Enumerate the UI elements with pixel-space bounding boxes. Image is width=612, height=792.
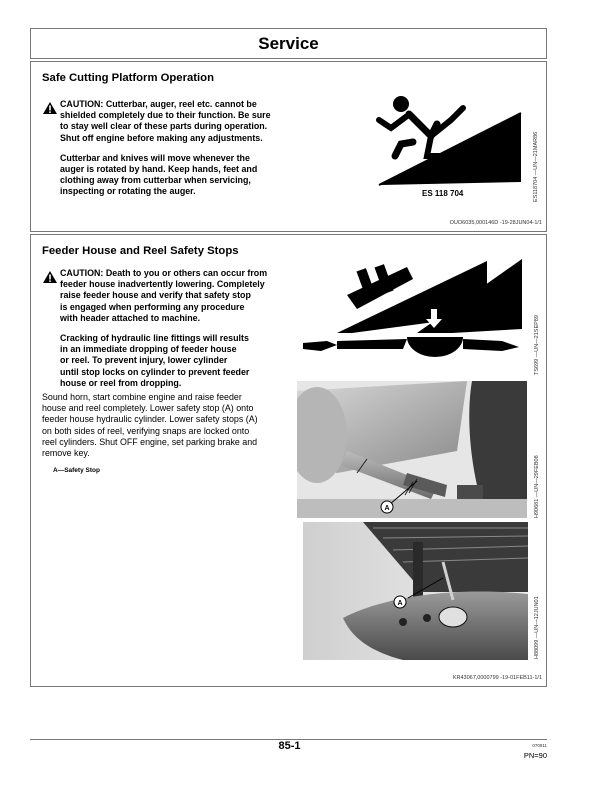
caution-line: is engaged when performing any procedure [60,301,245,312]
callout-a: A [397,600,403,607]
caution-line: feeder house inadvertently lowering. Completely [60,279,265,290]
caution-line: with header attached to machine. [60,312,201,323]
caution-para-line: clothing away from cutterbar when servicing, [60,175,251,186]
warning-icon [42,270,58,284]
caution-text [60,268,322,389]
warning-icon [42,101,58,115]
body-line: remove key. [42,448,90,459]
callout-a: A [384,505,390,512]
caution-para-line: or reel. To prevent injury, lower cylinder [60,355,228,366]
figure-label: ES 118 704 [422,189,464,198]
footer-ref: OUO6035,000146D -19-28JUN04-1/1 [449,220,542,226]
small-code: 070811 [532,743,547,748]
body-line: house and reel completely. Lower safety stop (A) onto [42,403,254,414]
caution-line: to stay well clear of these parts during operation. [60,121,268,132]
figure-id: H88099 —UN—12JUN01 [534,596,540,659]
section-title: Feeder House and Reel Safety Stops [42,245,239,257]
section-feeder-house-safety-stops [30,234,547,687]
caution-line: CAUTION: Cutterbar, auger, reel etc. cannot be [60,99,257,109]
instructions-text [42,392,304,459]
body-line: Sound horn, start combine engine and raise feeder [42,392,242,402]
figure-id: ES118704 —UN—21MAR86 [533,131,539,202]
caution-line: shielded completely due to their function. Be sure [60,110,271,121]
caution-line: Shut off engine before making any adjustments. [60,132,263,143]
caution-para-line: in an immediate dropping of feeder house [60,344,237,355]
feeder-house-stop-photo [297,381,527,518]
body-line: on both sides of reel, verifying snaps are locked onto [42,425,250,436]
caution-para-line: auger is rotated by hand. Keep hands, feet and [60,164,258,175]
crush-hazard-illustration [297,255,532,375]
footer-ref: KR43067,0000799 -19-01FEB11-1/1 [452,675,542,681]
figure-id: TS699 —UN—21SEP89 [534,315,540,375]
body-line: reel cylinders. Shut OFF engine, set parking brake and [42,436,258,447]
figure-id: H90681 —UN—29FEB08 [534,455,540,518]
section-safe-cutting-platform [30,61,547,232]
caution-para-line: Cracking of hydraulic line fittings will results [60,333,249,344]
section-title: Safe Cutting Platform Operation [42,72,214,84]
caution-para-line: until stop locks on cylinder to prevent feeder [60,366,250,377]
title-bar [30,28,547,59]
body-line: feeder house hydraulic cylinder. Lower safety stops (A) [42,414,258,425]
caution-line: CAUTION: Death to you or others can occur from [60,268,268,278]
page-number: 85-1 [278,740,301,752]
pn-number: PN=90 [523,751,547,760]
caution-para-line: inspecting or rotating the auger. [60,186,196,197]
caution-text [60,99,320,198]
slip-hazard-illustration [331,86,536,206]
caution-line: raise feeder house and verify that safety stop [60,290,251,301]
legend: A—Safety Stop [53,467,100,474]
caution-para-line: Cutterbar and knives will move whenever the [60,152,250,163]
reel-stop-photo [303,522,528,660]
caution-para-line: house or reel from dropping. [60,377,182,388]
page-title: Service [258,34,319,53]
